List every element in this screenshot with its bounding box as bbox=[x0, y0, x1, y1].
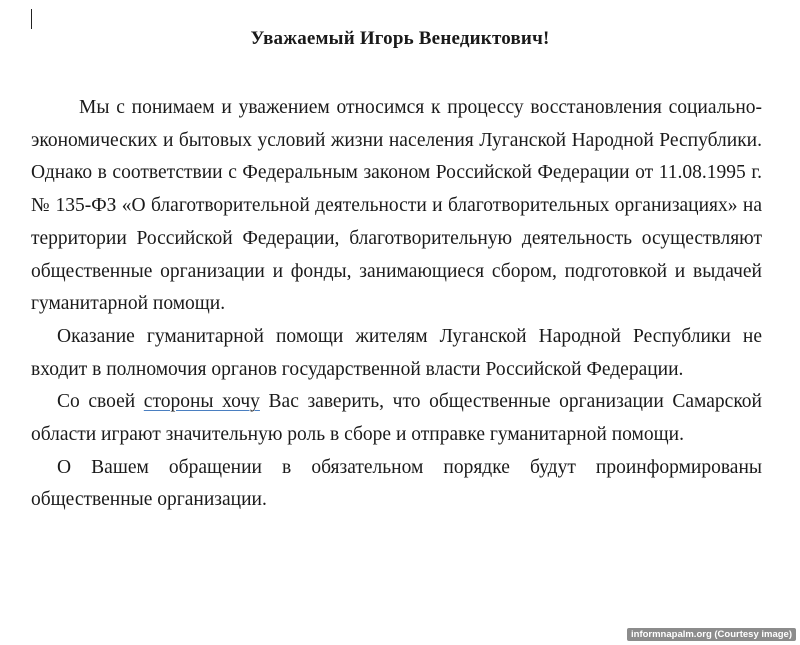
paragraph-3 bbox=[31, 386, 762, 451]
source-watermark: informnapalm.org (Courtesy image) bbox=[627, 628, 796, 641]
letter-salutation: Уважаемый Игорь Венедиктович! bbox=[250, 28, 550, 49]
paragraph-4: О Вашем обращении в обязательном порядке будут проинформированы общественные организации. bbox=[31, 456, 762, 511]
paragraph-1: Мы с понимаем и уважением относимся к процессу восстановления социально-экономических и бытовых условий жизни населения Луганской Народной Республики. Однако в соответствии с Федеральным законом Российской Федерации от 11.08.1995 г. № 135-ФЗ «О благотворительной деятельности и благотворительных организациях» на территории Российской Федерации, благотворительную деятельность осуществляют общественные организации и фонды, занимающиеся сбором, подготовкой и выдачей гуманитарной помощи. bbox=[31, 97, 762, 315]
paragraph-3-start: Со своей bbox=[57, 391, 144, 413]
paragraph-3-end: Вас заверить, что общественные организации Самарской области играют значительную роль в сборе и отправке гуманитарной помощи. bbox=[31, 391, 762, 446]
paragraph-2: Оказание гуманитарной помощи жителям Луганской Народной Республики не входит в полномочия органов государственной власти Российской Федерации. bbox=[31, 325, 762, 380]
underlined-phrase: стороны хочу bbox=[143, 391, 260, 413]
text-cursor bbox=[31, 9, 32, 29]
letter-body bbox=[31, 92, 762, 517]
